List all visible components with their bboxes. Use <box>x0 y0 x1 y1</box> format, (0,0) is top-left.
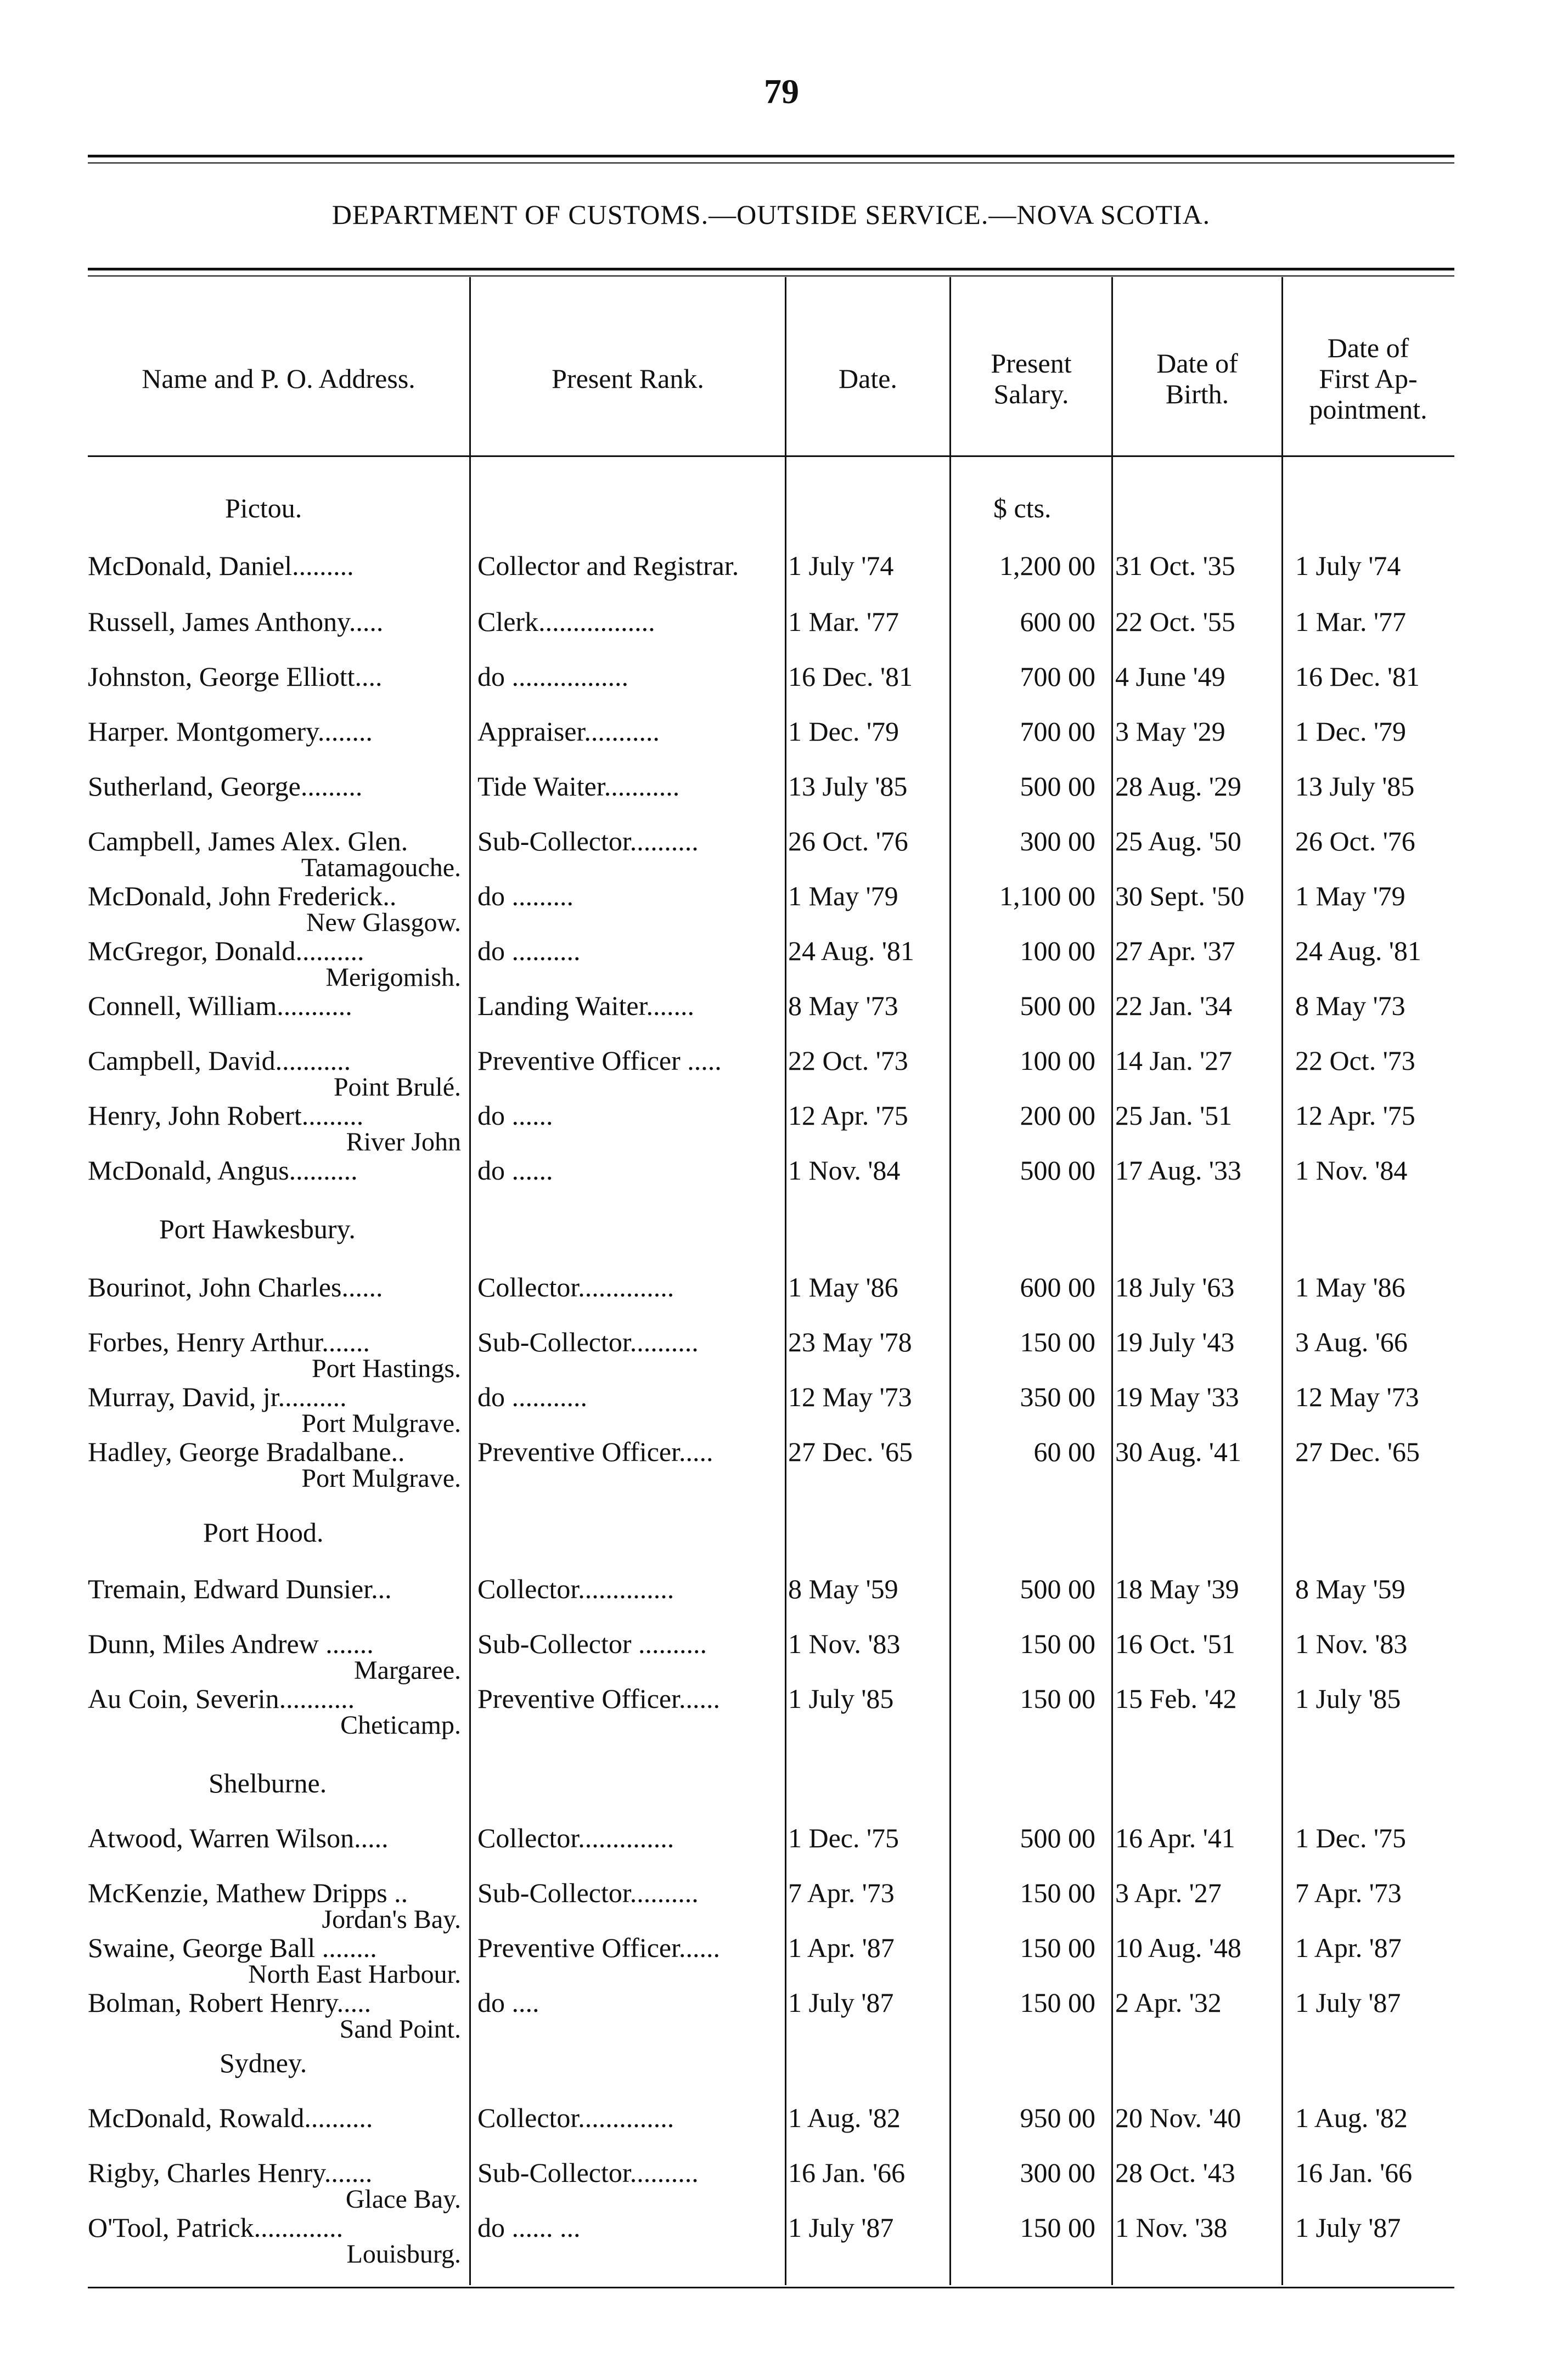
row-name: Dunn, Miles Andrew ....... <box>88 1628 374 1659</box>
row-birth: 17 Aug. '33 <box>1115 1155 1241 1186</box>
header-rule-thin <box>88 275 1454 277</box>
row-date: 27 Dec. '65 <box>788 1436 913 1467</box>
row-rank: do .... <box>477 1987 539 2018</box>
row-name: Johnston, George Elliott.... <box>88 661 383 692</box>
header-name-label: Name and P. O. Address. <box>142 363 415 394</box>
row-date: 1 Dec. '75 <box>788 1823 899 1853</box>
row-appointment-date: 1 Mar. '77 <box>1295 606 1407 637</box>
row-post-office-address: Margaree. <box>354 1656 461 1685</box>
row-name: Hadley, George Bradalbane.. <box>88 1436 405 1467</box>
row-rank: Collector.............. <box>477 1823 674 1853</box>
row-rank: Appraiser........... <box>477 716 660 747</box>
row-salary: 300 00 <box>1020 2157 1095 2188</box>
row-salary: 150 00 <box>1020 1327 1095 1357</box>
row-birth: 10 Aug. '48 <box>1115 1932 1241 1963</box>
header-appt-line1: Date of <box>1327 332 1409 363</box>
row-salary: 700 00 <box>1020 716 1095 747</box>
row-name: Russell, James Anthony..... <box>88 606 384 637</box>
header-date <box>786 307 949 450</box>
row-rank: Preventive Officer ..... <box>477 1045 722 1076</box>
row-salary: 600 00 <box>1020 1272 1095 1302</box>
header-salary-line2: Salary. <box>993 379 1069 409</box>
page-title: DEPARTMENT OF CUSTOMS.—OUTSIDE SERVICE.—NOVA SCOTIA. <box>331 199 1211 230</box>
header-bottom-rule <box>88 455 1454 457</box>
row-appointment-date: 8 May '73 <box>1295 990 1405 1021</box>
row-post-office-address: Tatamagouche. <box>301 853 461 882</box>
row-name: Swaine, George Ball ........ <box>88 1932 377 1963</box>
row-appointment-date: 12 Apr. '75 <box>1295 1100 1415 1131</box>
row-name: Tremain, Edward Dunsier... <box>88 1573 392 1604</box>
row-date: 22 Oct. '73 <box>788 1045 908 1076</box>
row-birth: 25 Jan. '51 <box>1115 1100 1233 1131</box>
row-appointment-date: 1 Nov. '83 <box>1295 1628 1408 1659</box>
header-rank-label: Present Rank. <box>552 363 704 394</box>
row-name: McDonald, Daniel......... <box>88 550 354 581</box>
row-appointment-date: 1 July '85 <box>1295 1683 1401 1714</box>
header-appointment <box>1283 307 1453 450</box>
row-name: Harper. Montgomery........ <box>88 716 373 747</box>
column-rule <box>785 277 786 2285</box>
row-post-office-address: Sand Point. <box>339 2015 461 2044</box>
row-post-office-address: Port Hastings. <box>311 1354 461 1383</box>
header-birth-line1: Date of <box>1156 348 1238 379</box>
row-birth: 18 May '39 <box>1115 1573 1239 1604</box>
row-salary: 150 00 <box>1020 1628 1095 1659</box>
row-appointment-date: 12 May '73 <box>1295 1381 1419 1412</box>
row-rank: Sub-Collector.......... <box>477 1327 699 1357</box>
row-date: 1 Dec. '79 <box>788 716 899 747</box>
section-heading-sydney: Sydney. <box>220 2048 307 2078</box>
row-post-office-address: Merigomish. <box>325 963 461 992</box>
row-date: 1 May '79 <box>788 881 898 911</box>
top-rule-thick <box>88 155 1454 157</box>
row-birth: 27 Apr. '37 <box>1115 935 1235 966</box>
row-rank: Sub-Collector.......... <box>477 826 699 856</box>
row-birth: 16 Apr. '41 <box>1115 1823 1235 1853</box>
row-birth: 30 Sept. '50 <box>1115 881 1245 911</box>
row-salary: 150 00 <box>1020 1877 1095 1908</box>
row-rank: do ................. <box>477 661 628 692</box>
row-rank: do ......... <box>477 881 574 911</box>
row-appointment-date: 1 July '87 <box>1295 1987 1401 2018</box>
row-post-office-address: Glace Bay. <box>345 2185 461 2214</box>
row-salary: 300 00 <box>1020 826 1095 856</box>
row-name: McDonald, Rowald.......... <box>88 2102 373 2133</box>
row-salary: 500 00 <box>1020 1573 1095 1604</box>
header-rank <box>471 307 785 450</box>
row-date: 1 Apr. '87 <box>788 1932 895 1963</box>
row-birth: 15 Feb. '42 <box>1115 1683 1237 1714</box>
row-salary: 1,200 00 <box>999 550 1095 581</box>
row-rank: Landing Waiter....... <box>477 990 694 1021</box>
row-appointment-date: 16 Dec. '81 <box>1295 661 1420 692</box>
row-birth: 1 Nov. '38 <box>1115 2212 1228 2243</box>
row-birth: 16 Oct. '51 <box>1115 1628 1235 1659</box>
row-birth: 18 July '63 <box>1115 1272 1235 1302</box>
header-birth <box>1113 307 1281 450</box>
bottom-rule <box>88 2287 1454 2288</box>
section-heading-pictou: Pictou. <box>225 493 302 523</box>
row-post-office-address: Louisburg. <box>346 2240 461 2269</box>
row-salary: 60 00 <box>1033 1436 1095 1467</box>
row-appointment-date: 1 May '79 <box>1295 881 1405 911</box>
page-number: 79 <box>764 72 799 111</box>
row-name: Bolman, Robert Henry..... <box>88 1987 372 2018</box>
row-appointment-date: 1 July '74 <box>1295 550 1401 581</box>
row-rank: Tide Waiter........... <box>477 771 680 802</box>
row-birth: 14 Jan. '27 <box>1115 1045 1233 1076</box>
header-rule-thick <box>88 268 1454 270</box>
row-date: 1 July '87 <box>788 1987 894 2018</box>
row-rank: Collector.............. <box>477 1272 674 1302</box>
row-name: Bourinot, John Charles...... <box>88 1272 383 1302</box>
row-appointment-date: 26 Oct. '76 <box>1295 826 1415 856</box>
row-birth: 19 July '43 <box>1115 1327 1235 1357</box>
row-salary: 100 00 <box>1020 935 1095 966</box>
row-appointment-date: 27 Dec. '65 <box>1295 1436 1420 1467</box>
row-rank: do ........... <box>477 1381 587 1412</box>
row-birth: 4 June '49 <box>1115 661 1225 692</box>
row-birth: 19 May '33 <box>1115 1381 1239 1412</box>
row-date: 16 Jan. '66 <box>788 2157 906 2188</box>
row-date: 12 May '73 <box>788 1381 912 1412</box>
row-salary: 500 00 <box>1020 771 1095 802</box>
header-date-label: Date. <box>839 363 897 394</box>
row-rank: Preventive Officer...... <box>477 1932 720 1963</box>
row-date: 8 May '59 <box>788 1573 898 1604</box>
row-birth: 20 Nov. '40 <box>1115 2102 1241 2133</box>
row-appointment-date: 16 Jan. '66 <box>1295 2157 1413 2188</box>
row-name: Forbes, Henry Arthur....... <box>88 1327 370 1357</box>
row-salary: 150 00 <box>1020 1683 1095 1714</box>
row-name: Henry, John Robert......... <box>88 1100 364 1131</box>
row-appointment-date: 1 Nov. '84 <box>1295 1155 1408 1186</box>
row-salary: 100 00 <box>1020 1045 1095 1076</box>
row-name: McGregor, Donald.......... <box>88 935 364 966</box>
row-date: 1 Aug. '82 <box>788 2102 901 2133</box>
top-rule-thin <box>88 162 1454 163</box>
row-salary: 500 00 <box>1020 1155 1095 1186</box>
row-rank: do ...... ... <box>477 2212 581 2243</box>
row-date: 23 May '78 <box>788 1327 912 1357</box>
row-birth: 2 Apr. '32 <box>1115 1987 1222 2018</box>
row-appointment-date: 3 Aug. '66 <box>1295 1327 1408 1357</box>
section-heading-shelburne: Shelburne. <box>209 1768 327 1798</box>
row-rank: Collector and Registrar. <box>477 550 739 581</box>
section-heading-port-hood: Port Hood. <box>203 1517 324 1548</box>
row-appointment-date: 7 Apr. '73 <box>1295 1877 1402 1908</box>
row-post-office-address: New Glasgow. <box>306 908 461 937</box>
row-birth: 3 Apr. '27 <box>1115 1877 1222 1908</box>
row-appointment-date: 1 Dec. '75 <box>1295 1823 1407 1853</box>
row-name: Au Coin, Severin........... <box>88 1683 355 1714</box>
row-rank: Clerk................. <box>477 606 655 637</box>
row-salary: 600 00 <box>1020 606 1095 637</box>
row-name: Sutherland, George......... <box>88 771 363 802</box>
row-name: Rigby, Charles Henry....... <box>88 2157 373 2188</box>
column-rule <box>1281 277 1283 2285</box>
row-salary: 350 00 <box>1020 1381 1095 1412</box>
row-appointment-date: 24 Aug. '81 <box>1295 935 1421 966</box>
row-birth: 22 Jan. '34 <box>1115 990 1233 1021</box>
row-post-office-address: Port Mulgrave. <box>301 1464 461 1493</box>
row-post-office-address: North East Harbour. <box>248 1960 461 1989</box>
row-post-office-address: River John <box>346 1127 461 1157</box>
row-rank: Sub-Collector.......... <box>477 2157 699 2188</box>
header-name <box>88 307 469 450</box>
row-date: 8 May '73 <box>788 990 898 1021</box>
row-salary: 500 00 <box>1020 990 1095 1021</box>
row-birth: 30 Aug. '41 <box>1115 1436 1241 1467</box>
row-name: O'Tool, Patrick............. <box>88 2212 344 2243</box>
currency-label: $ cts. <box>993 493 1052 523</box>
row-salary: 500 00 <box>1020 1823 1095 1853</box>
row-appointment-date: 1 Dec. '79 <box>1295 716 1407 747</box>
row-date: 1 July '85 <box>788 1683 894 1714</box>
row-date: 16 Dec. '81 <box>788 661 913 692</box>
header-salary-line1: Present <box>991 348 1072 379</box>
row-appointment-date: 8 May '59 <box>1295 1573 1405 1604</box>
row-name: McDonald, John Frederick.. <box>88 881 397 911</box>
row-date: 1 Nov. '83 <box>788 1628 901 1659</box>
row-name: Campbell, James Alex. Glen. <box>88 826 408 856</box>
row-rank: do .......... <box>477 935 581 966</box>
header-appt-line2: First Ap- <box>1319 363 1418 394</box>
row-date: 12 Apr. '75 <box>788 1100 908 1131</box>
row-rank: Sub-Collector .......... <box>477 1628 707 1659</box>
row-salary: 150 00 <box>1020 1932 1095 1963</box>
row-name: Campbell, David........... <box>88 1045 351 1076</box>
row-post-office-address: Cheticamp. <box>340 1711 461 1740</box>
row-birth: 25 Aug. '50 <box>1115 826 1241 856</box>
row-appointment-date: 22 Oct. '73 <box>1295 1045 1415 1076</box>
row-birth: 22 Oct. '55 <box>1115 606 1235 637</box>
column-rule <box>1111 277 1113 2285</box>
header-birth-line2: Birth. <box>1165 379 1229 409</box>
row-rank: Collector.............. <box>477 1573 674 1604</box>
row-appointment-date: 13 July '85 <box>1295 771 1415 802</box>
row-appointment-date: 1 May '86 <box>1295 1272 1405 1302</box>
row-rank: do ...... <box>477 1155 553 1186</box>
row-salary: 150 00 <box>1020 2212 1095 2243</box>
row-name: Murray, David, jr.......... <box>88 1381 347 1412</box>
row-salary: 200 00 <box>1020 1100 1095 1131</box>
row-name: Atwood, Warren Wilson..... <box>88 1823 389 1853</box>
section-heading-port-hawkesbury: Port Hawkesbury. <box>159 1214 356 1244</box>
header-salary <box>951 307 1111 450</box>
row-date: 1 May '86 <box>788 1272 898 1302</box>
row-date: 7 Apr. '73 <box>788 1877 895 1908</box>
row-name: McKenzie, Mathew Dripps .. <box>88 1877 408 1908</box>
row-name: McDonald, Angus.......... <box>88 1155 358 1186</box>
row-rank: Preventive Officer...... <box>477 1683 720 1714</box>
row-date: 1 Mar. '77 <box>788 606 899 637</box>
row-rank: Preventive Officer..... <box>477 1436 713 1467</box>
row-appointment-date: 1 July '87 <box>1295 2212 1401 2243</box>
row-salary: 950 00 <box>1020 2102 1095 2133</box>
column-rule <box>949 277 951 2285</box>
row-appointment-date: 1 Apr. '87 <box>1295 1932 1402 1963</box>
row-rank: Sub-Collector.......... <box>477 1877 699 1908</box>
row-date: 13 July '85 <box>788 771 908 802</box>
row-date: 1 Nov. '84 <box>788 1155 901 1186</box>
row-appointment-date: 1 Aug. '82 <box>1295 2102 1408 2133</box>
row-birth: 3 May '29 <box>1115 716 1225 747</box>
row-date: 1 July '74 <box>788 550 894 581</box>
row-post-office-address: Jordan's Bay. <box>322 1905 461 1934</box>
row-rank: do ...... <box>477 1100 553 1131</box>
row-rank: Collector.............. <box>477 2102 674 2133</box>
row-salary: 700 00 <box>1020 661 1095 692</box>
row-salary: 1,100 00 <box>999 881 1095 911</box>
column-rule <box>469 277 471 2285</box>
row-birth: 28 Oct. '43 <box>1115 2157 1235 2188</box>
row-salary: 150 00 <box>1020 1987 1095 2018</box>
row-birth: 28 Aug. '29 <box>1115 771 1241 802</box>
row-post-office-address: Port Mulgrave. <box>301 1409 461 1438</box>
row-name: Connell, William........... <box>88 990 352 1021</box>
row-date: 24 Aug. '81 <box>788 935 914 966</box>
header-appt-line3: pointment. <box>1309 394 1427 425</box>
row-date: 1 July '87 <box>788 2212 894 2243</box>
row-date: 26 Oct. '76 <box>788 826 908 856</box>
row-birth: 31 Oct. '35 <box>1115 550 1235 581</box>
row-post-office-address: Point Brulé. <box>333 1073 461 1102</box>
